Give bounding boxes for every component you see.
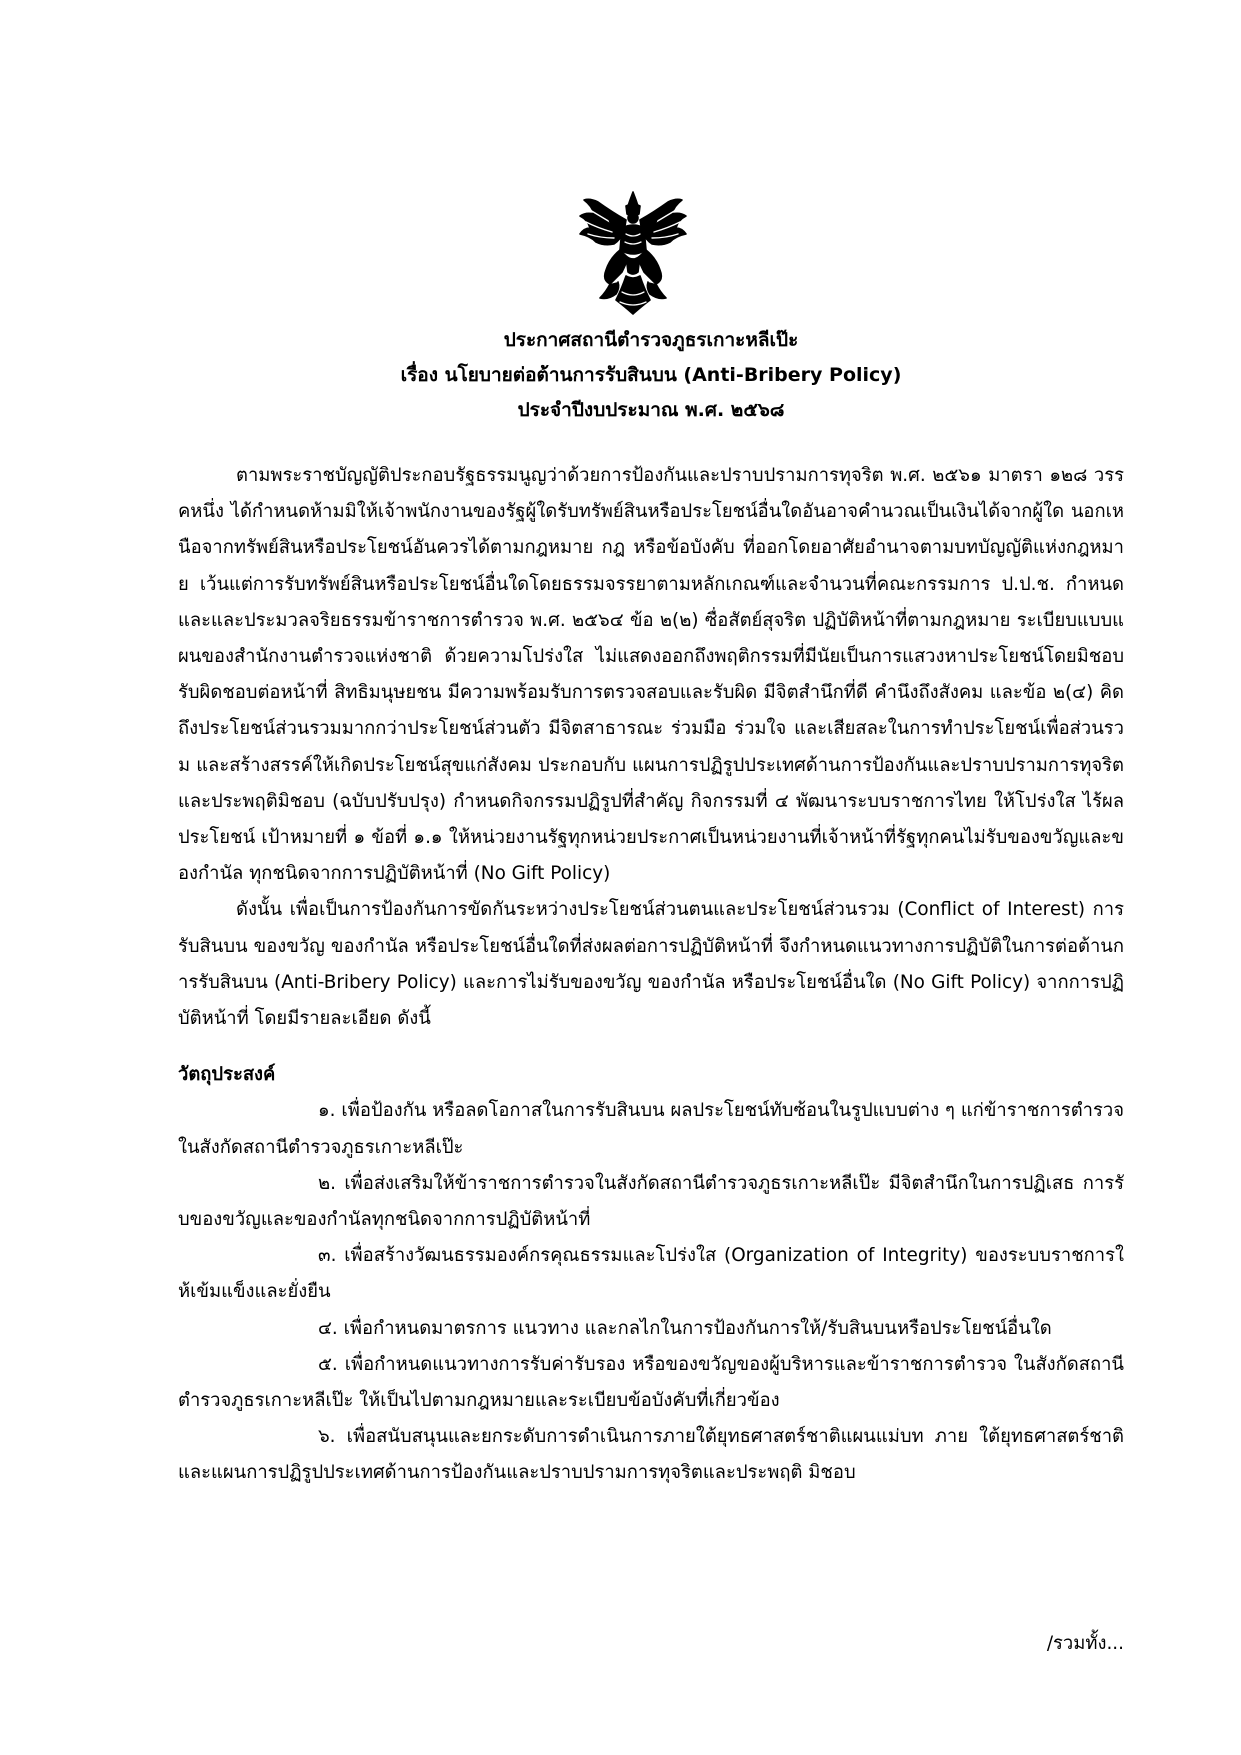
objective-item: ๔. เพื่อกำหนดมาตรการ แนวทาง และกลไกในการป้องกันการให้/รับสินบนหรือประโยชน์อื่นใด — [318, 1317, 1052, 1339]
title-fiscal-year: ประจำปีงบประมาณ พ.ศ. ๒๕๖๘ — [517, 399, 785, 421]
title-subject: เรื่อง นโยบายต่อต้านการรับสินบน (Anti-Bribery Policy) — [400, 364, 902, 386]
document-body — [178, 458, 1124, 1492]
body-paragraph-2: ดังนั้น เพื่อเป็นการป้องกันการขัดกันระหว่างประโยชน์ส่วนตนและประโยชน์ส่วนรวม (Conflict of Interest) การรับสินบน ของขวัญ ของกำนัล หรือประโยชน์อื่นใดที่ส่งผลต่อการปฏิบัติหน้าที่ จึงกำหนดแนวทางการปฏิบัติในการต่อต้านการรับสินบน (Anti-Bribery Policy) และการไม่รับของขวัญ ของกำนัล หรือประโยชน์อื่นใด (No Gift Policy) จากการปฏิบัติหน้าที่ โดยมีรายละเอียด ดังนี้ — [178, 899, 1124, 1030]
objective-item: ๒. เพื่อส่งเสริมให้ข้าราชการตำรวจในสังกัดสถานีตำรวจภูธรเกาะหลีเป๊ะ มีจิตสำนึกในการปฏิเสธ การรับของขวัญและของกำนัลทุกชนิดจากการปฏิบัติหน้าที่ — [178, 1172, 1124, 1231]
objective-item: ๕. เพื่อกำหนดแนวทางการรับค่ารับรอง หรือของขวัญของผู้บริหารและข้าราชการตำรวจ ในสังกัดสถานีตำรวจภูธรเกาะหลีเป๊ะ ให้เป็นไปตามกฎหมายและระเบียบข้อบังคับที่เกี่ยวข้อง — [178, 1353, 1124, 1412]
announcement-title — [178, 323, 1124, 428]
page-continuation-note: /รวมทั้ง... — [1046, 1633, 1124, 1654]
body-paragraph-1: ตามพระราชบัญญัติประกอบรัฐธรรมนูญว่าด้วยการป้องกันและปราบปรามการทุจริต พ.ศ. ๒๕๖๑ มาตรา ๑๒๘ วรรคหนึ่ง ได้กำหนดห้ามมิให้เจ้าพนักงานของรัฐผู้ใดรับทรัพย์สินหรือประโยชน์อื่นใดอันอาจคำนวณเป็นเงินได้จากผู้ใด นอกเหนือจากทรัพย์สินหรือประโยชน์อันควรได้ตามกฎหมาย กฎ หรือข้อบังคับ ที่ออกโดยอาศัยอำนาจตามบทบัญญัติแห่งกฎหมาย เว้นแต่การรับทรัพย์สินหรือประโยชน์อื่นใดโดยธรรมจรรยาตามหลักเกณฑ์และจำนวนที่คณะกรรมการ ป.ป.ช. กำหนด และและประมวลจริยธรรมข้าราชการตำรวจ พ.ศ. ๒๕๖๔ ข้อ ๒(๒) ซื่อสัตย์สุจริต ปฏิบัติหน้าที่ตามกฎหมาย ระเบียบแบบแผนของสำนักงานตำรวจแห่งชาติ ด้วยความโปร่งใส ไม่แสดงออกถึงพฤติกรรมที่มีนัยเป็นการแสวงหาประโยชน์โดยมิชอบ รับผิดชอบต่อหน้าที่ สิทธิมนุษยชน มีความพร้อมรับการตรวจสอบและรับผิด มีจิตสำนึกที่ดี คำนึงถึงสังคม และข้อ ๒(๔) คิดถึงประโยชน์ส่วนรวมมากกว่าประโยชน์ส่วนตัว มีจิตสาธารณะ ร่วมมือ ร่วมใจ และเสียสละในการทำประโยชน์เพื่อส่วนรวม และสร้างสรรค์ให้เกิดประโยชน์สุขแก่สังคม ประกอบกับ แผนการปฏิรูปประเทศด้านการป้องกันและปราบปรามการทุจริตและประพฤติมิชอบ (ฉบับปรับปรุง) กำหนดกิจกรรมปฏิรูปที่สำคัญ กิจกรรมที่ ๔ พัฒนาระบบราชการไทย ให้โปร่งใส ไร้ผลประโยชน์ เป้าหมายที่ ๑ ข้อที่ ๑.๑ ให้หน่วยงานรัฐทุกหน่วยประกาศเป็นหน่วยงานที่เจ้าหน้าที่รัฐทุกคนไม่รับของขวัญและของกำนัล ทุกชนิดจากการปฏิบัติหน้าที่ (No Gift Policy) — [178, 465, 1124, 885]
objective-item: ๑. เพื่อป้องกัน หรือลดโอกาสในการรับสินบน ผลประโยชน์ทับซ้อนในรูปแบบต่าง ๆ แก่ข้าราชการตำรวจในสังกัดสถานีตำรวจภูธรเกาะหลีเป๊ะ — [178, 1100, 1124, 1158]
objective-item: ๖. เพื่อสนับสนุนและยกระดับการดำเนินการภายใต้ยุทธศาสตร์ชาติแผนแม่บท ภาย ใต้ยุทธศาสตร์ชาติ และแผนการปฏิรูปประเทศด้านการป้องกันและปราบปรามการทุจริตและประพฤติ มิชอบ — [178, 1426, 1124, 1484]
title-issuer: ประกาศสถานีตำรวจภูธรเกาะหลีเป๊ะ — [503, 329, 799, 351]
objectives-heading: วัตถุประสงค์ — [178, 1064, 276, 1086]
objective-item: ๓. เพื่อสร้างวัฒนธรรมองค์กรคุณธรรมและโปร่งใส (Organization of Integrity) ของระบบราชการให้เข้มแข็งและยั่งยืน — [178, 1245, 1124, 1303]
document-page — [178, 0, 1124, 1755]
garuda-emblem-icon — [576, 188, 690, 318]
